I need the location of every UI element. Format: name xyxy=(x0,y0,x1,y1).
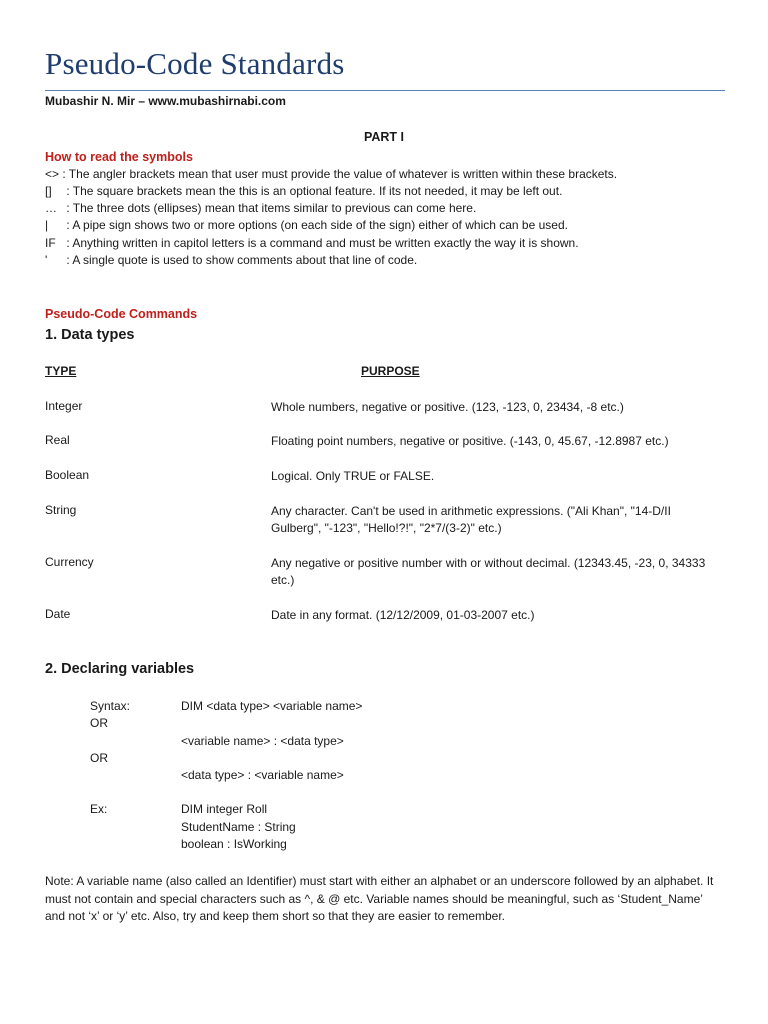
commands-heading: Pseudo-Code Commands xyxy=(45,307,198,321)
example-line: StudentName : String xyxy=(181,820,296,834)
or-label: OR xyxy=(90,716,108,730)
symbol-glyph: [] xyxy=(45,184,52,198)
symbol-description: : A single quote is used to show comments about that line of code. xyxy=(63,253,418,267)
symbol-line xyxy=(45,236,579,250)
symbol-line xyxy=(45,201,476,215)
data-type-name: Date xyxy=(45,607,71,621)
data-type-purpose: Whole numbers, negative or positive. (123, -123, 0, 23434, -8 etc.) xyxy=(271,400,624,414)
data-type-name: String xyxy=(45,503,77,517)
data-type-name: Boolean xyxy=(45,468,90,482)
example-line: boolean : IsWorking xyxy=(181,837,287,851)
title-divider xyxy=(45,90,725,91)
symbol-description: : The square brackets mean the this is an optional feature. If its not needed, it may be left out. xyxy=(63,184,563,198)
column-header-purpose: PURPOSE xyxy=(361,364,420,378)
data-type-purpose: Any negative or positive number with or without decimal. (12343.45, -23, 0, 34333 etc.) xyxy=(271,556,706,587)
document-title: Pseudo-Code Standards xyxy=(45,46,345,81)
symbol-line xyxy=(45,218,568,232)
data-type-purpose: Date in any format. (12/12/2009, 01-03-2007 etc.) xyxy=(271,608,535,622)
section-heading-data-types: 1. Data types xyxy=(45,327,135,343)
syntax-form: DIM <data type> <variable name> xyxy=(181,699,363,713)
data-type-name: Integer xyxy=(45,399,83,413)
example-line: DIM integer Roll xyxy=(181,802,268,816)
symbol-glyph: IF xyxy=(45,236,56,250)
symbol-description: : Anything written in capitol letters is a command and must be written exactly the way it is shown. xyxy=(63,236,579,250)
data-type-name: Currency xyxy=(45,555,94,569)
symbol-glyph: <> xyxy=(45,167,60,181)
syntax-label: Syntax: xyxy=(90,699,131,713)
data-type-purpose: Floating point numbers, negative or positive. (-143, 0, 45.67, -12.8987 etc.) xyxy=(271,434,669,448)
symbol-description: : The angler brackets mean that user must provide the value of whatever is written within these brackets. xyxy=(62,167,618,181)
symbol-description: : The three dots (ellipses) mean that items similar to previous can come here. xyxy=(63,201,477,215)
symbols-heading: How to read the symbols xyxy=(45,150,193,164)
part-heading: PART I xyxy=(363,130,405,144)
symbol-glyph: ' xyxy=(45,253,48,267)
data-type-purpose: Any character. Can't be used in arithmetic expressions. ("Ali Khan", "14-D/II Gulberg", "-123", "Hello!?!", "2*7/(3-2)" etc.) xyxy=(271,504,671,535)
or-label: OR xyxy=(90,751,108,765)
identifier-note: Note: A variable name (also called an Identifier) must start with either an alphabet or an underscore followed by an alphabet. It must not contain and special characters such as ^, & @ etc. Variable names should be meaningful, such as ‘Student_Name’ and not ‘x’ or ‘y’ etc. Also, try and keep them short so that they are easier to remember. xyxy=(45,874,714,923)
data-type-name: Real xyxy=(45,433,70,447)
example-label: Ex: xyxy=(90,802,108,816)
symbol-line xyxy=(45,253,417,267)
data-type-purpose: Logical. Only TRUE or FALSE. xyxy=(271,469,435,483)
symbol-glyph: … xyxy=(45,201,57,215)
column-header-type: TYPE xyxy=(45,364,77,378)
symbol-line xyxy=(45,167,617,181)
syntax-form: <data type> : <variable name> xyxy=(181,768,344,782)
symbol-description: : A pipe sign shows two or more options (on each side of the sign) either of which can be used. xyxy=(63,218,568,232)
syntax-form: <variable name> : <data type> xyxy=(181,734,344,748)
section-heading-declaring-variables: 2. Declaring variables xyxy=(45,661,195,677)
symbol-glyph: | xyxy=(45,218,49,232)
author-line: Mubashir N. Mir – www.mubashirnabi.com xyxy=(45,94,286,108)
symbol-line xyxy=(45,184,562,198)
